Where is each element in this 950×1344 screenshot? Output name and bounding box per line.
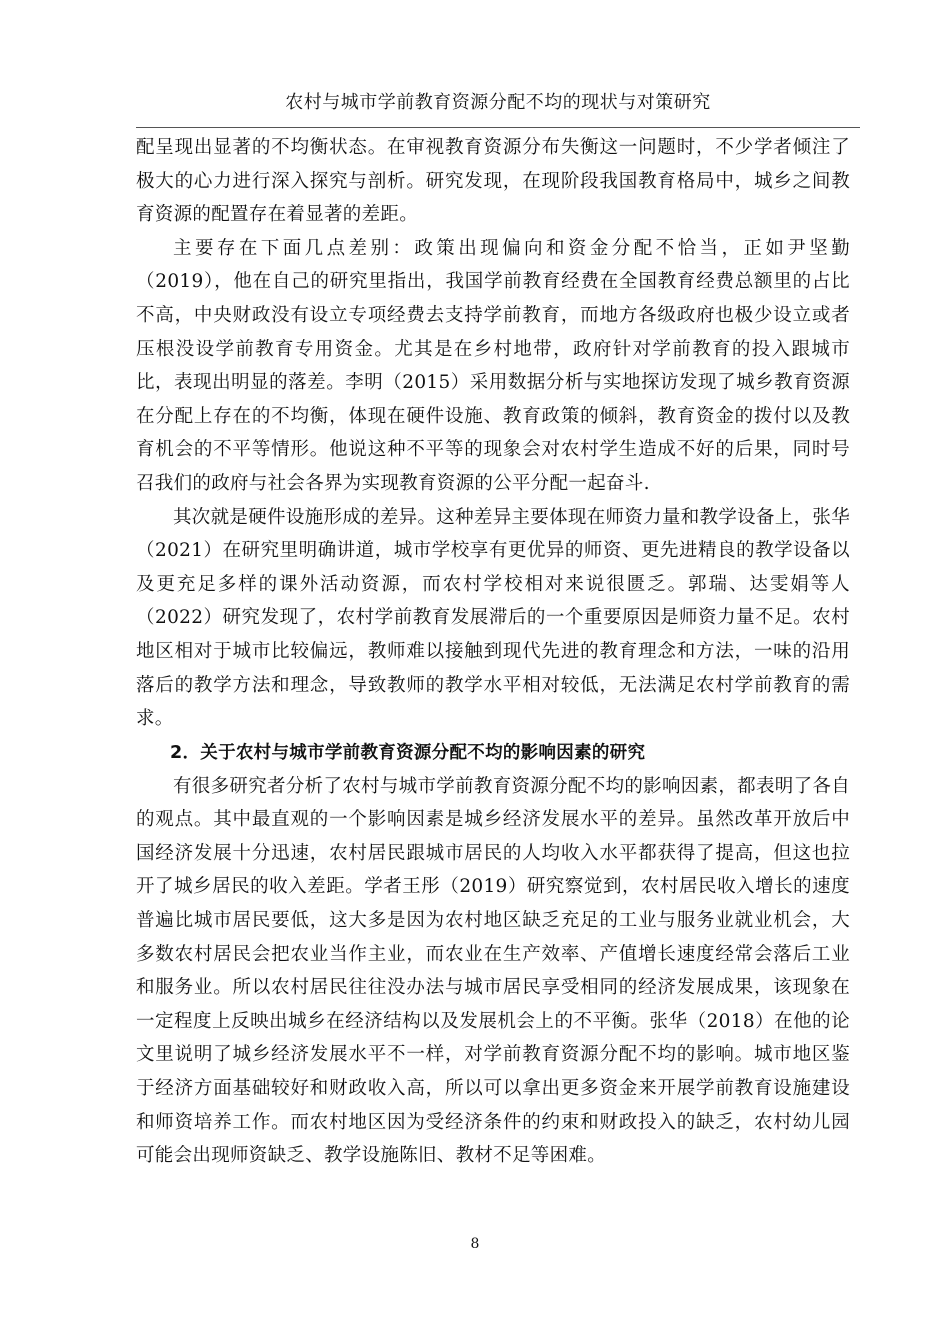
- section-heading: 2．关于农村与城市学前教育资源分配不均的影响因素的研究: [170, 742, 646, 763]
- paragraph-economic-factors: 有很多研究者分析了农村与城市学前教育资源分配不均的影响因素，都表明了各自的观点。其中最直观的一个影响因素是城乡经济发展水平的差异。虽然改革开放后中国经济发展十分迅速，农村居民跟城市居民的人均收入水平都获得了提高，但这也拉开了城乡居民的收入差距。学者王彤（2019）研究察觉到，农村居民收入增长的速度普遍比城市居民要低，这大多是因为农村地区缺乏充足的工业与服务业就业机会，大多数农村居民会把农业当作主业，而农业在生产效率、产值增长速度经常会落后工业和服务业。所以农村居民往往没办法与城市居民享受相同的经济发展成果，该现象在一定程度上反映出城乡在经济结构以及发展机会上的不平衡。张华（2018）在他的论文里说明了城乡经济发展水平不一样，对学前教育资源分配不均的影响。城市地区鉴于经济方面基础较好和财政收入高，所以可以拿出更多资金来开展学前教育设施建设和师资培养工作。而农村地区因为受经济条件的约束和财政投入的缺乏，农村幼儿园可能会出现师资缺乏、教学设施陈旧、教材不足等困难。: [136, 775, 850, 1167]
- header-divider: [136, 127, 860, 128]
- paragraph-continuation: 配呈现出显著的不均衡状态。在审视教育资源分布失衡这一问题时，不少学者倾注了极大的心力进行深入探究与剖析。研究发现，在现阶段我国教育格局中，城乡之间教育资源的配置存在着显著的差距。: [136, 137, 850, 226]
- page-number: 8: [470, 1236, 480, 1252]
- paragraph-hardware-facilities: 其次就是硬件设施形成的差异。这种差异主要体现在师资力量和教学设备上，张华（2021）在研究里明确讲道，城市学校享有更优异的师资、更先进精良的教学设备以及更充足多样的课外活动资源，而农村学校相对来说很匮乏。郭瑞、达雯娟等人（2022）研究发现了，农村学前教育发展滞后的一个重要原因是师资力量不足。农村地区相对于城市比较偏远，教师难以接触到现代先进的教育理念和方法，一味的沿用落后的教学方法和理念，导致教师的教学水平相对较低，无法满足农村学前教育的需求。: [136, 506, 850, 730]
- running-header: 农村与城市学前教育资源分配不均的现状与对策研究: [285, 92, 711, 113]
- page-body: [136, 131, 850, 1173]
- paragraph-policy-funding: 主要存在下面几点差别：政策出现偏向和资金分配不恰当，正如尹坚勤（2019），他在自己的研究里指出，我国学前教育经费在全国教育经费总额里的占比不高，中央财政没有设立专项经费去支持学前教育，而地方各级政府也极少设立或者压根没设学前教育专用资金。尤其是在乡村地带，政府针对学前教育的投入跟城市比，表现出明显的落差。李明（2015）采用数据分析与实地探访发现了城乡教育资源在分配上存在的不均衡，体现在硬件设施、教育政策的倾斜，教育资金的拨付以及教育机会的不平等情形。他说这种不平等的现象会对农村学生造成不好的后果，同时号召我们的政府与社会各界为实现教育资源的公平分配一起奋斗.: [136, 237, 850, 494]
